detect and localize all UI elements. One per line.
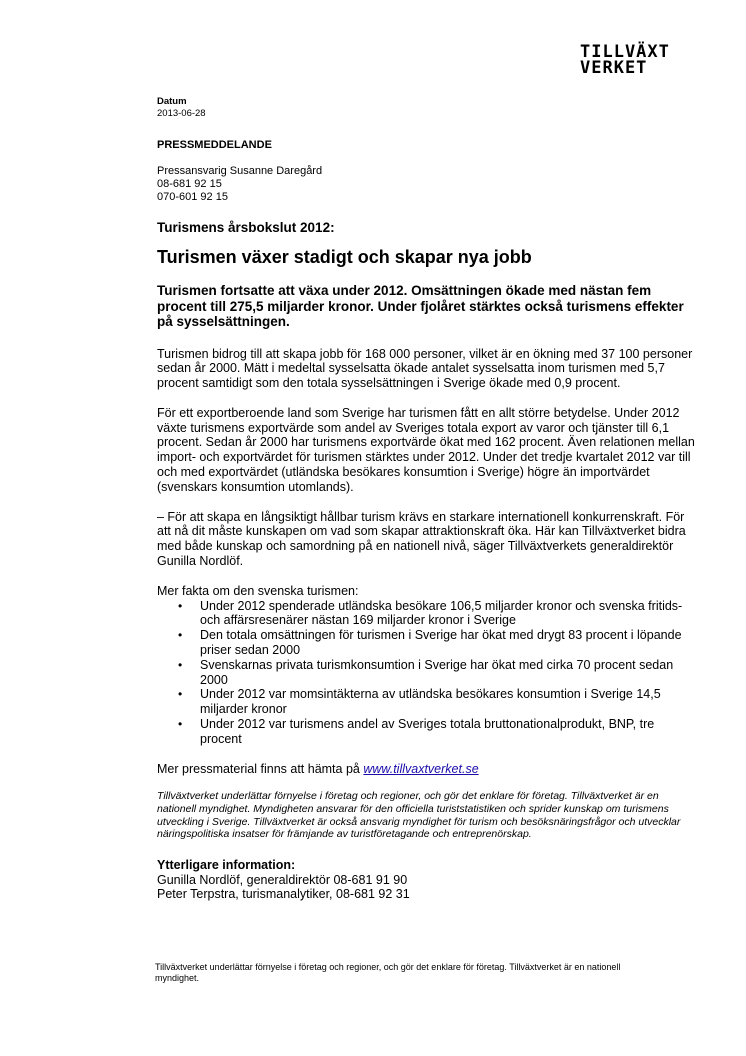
more-info-contact-1: Gunilla Nordlöf, generaldirektör 08-681 91 90 xyxy=(157,872,408,887)
article-kicker: Turismens årsbokslut 2012: xyxy=(157,220,335,235)
paragraph-2: För ett exportberoende land som Sverige har turismen fått en allt större betydelse. Under 2012 växte turismens exportvärde som andel av Sveriges totala export av varor och tjänster till 6,1 procent. Sedan år 2000 har turismens exportvärde ökat med 162 procent. Även relationen mellan import- och exportvärdet för turismen stärktes under 2012. Under det tredje kvartalet 2012 var till och med exportvärdet (utländska besökares konsumtion i Sverige) högre än importvärdet (svenskars konsumtion utomlands). xyxy=(157,405,695,494)
date-value: 2013-06-28 xyxy=(157,108,206,119)
doc-type: PRESSMEDDELANDE xyxy=(157,139,272,151)
logo-line-1: TILLVÄXT xyxy=(580,42,670,62)
article-lead: Turismen fortsatte att växa under 2012. Omsättningen ökade med nästan fem procent till 275,5 miljarder kronor. Under fjolåret stärktes också turismens effekter på sysselsättningen. xyxy=(157,283,684,329)
list-item: • Under 2012 spenderade utländska besökare 106,5 miljarder kronor och svenska fritids- och affärsresenärer nästan 169 miljarder kronor i Sverige xyxy=(200,599,697,629)
date-label: Datum xyxy=(157,96,187,107)
contact-phone-2: 070-601 92 15 xyxy=(157,191,228,203)
logo-line-2: VERKET xyxy=(580,58,648,78)
facts-intro: Mer fakta om den svenska turismen: xyxy=(157,583,359,598)
contact-phone-1: 08-681 92 15 xyxy=(157,178,222,190)
list-item: • Svenskarnas privata turismkonsumtion i Sverige har ökat med cirka 70 procent sedan 2000 xyxy=(200,658,697,688)
tillvaxtverket-logo xyxy=(580,44,692,76)
article-title: Turismen växer stadigt och skapar nya jobb xyxy=(157,247,532,267)
press-release xyxy=(157,96,697,902)
press-material-line xyxy=(157,762,697,777)
about-text: Tillväxtverket underlättar förnyelse i företag och regioner, och gör det enklare för företag. Tillväxtverket är en nationell myndighet. Myndigheten ansvarar för den officiella turiststatistiken och sprider kunskap om turismens utveckling i Sverige. Tillväxtverket är också ansvarig myndighet för turism och besöksnäringsfrågor och utvecklar näringspolitiska insatser för främjande av turistföretagande och entreprenörskap. xyxy=(157,790,681,841)
more-info-contact-2: Peter Terpstra, turismanalytiker, 08-681 92 31 xyxy=(157,887,410,902)
facts-list xyxy=(157,599,697,747)
paragraph-3: – För att skapa en långsiktigt hållbar turism krävs en starkare internationell konkurrenskraft. För att nå dit måste kunskapen om vad som skapar attraktionskraft öka. Här kan Tillväxtverket bidra med både kunskap och samordning på en nationell nivå, säger Tillväxtverkets generaldirektör Gunilla Nordlöf. xyxy=(157,509,686,569)
paragraph-1: Turismen bidrog till att skapa jobb för 168 000 personer, vilket är en ökning med 37 100 personer sedan år 2000. Mätt i medeltal sysselsatta ökade antalet sysselsatta inom turismen med 5,7 procent samtidigt som den totala sysselsättningen i Sverige ökade med 0,9 procent. xyxy=(157,346,693,391)
list-item: • Under 2012 var momsintäkterna av utländska besökares konsumtion i Sverige 14,5 miljarder kronor xyxy=(200,687,697,717)
website-link[interactable]: www.tillvaxtverket.se xyxy=(363,761,479,776)
more-info-heading: Ytterligare information: xyxy=(157,857,296,872)
list-item: • Den totala omsättningen för turismen i Sverige har ökat med drygt 83 procent i löpande priser sedan 2000 xyxy=(200,628,697,658)
contact-name: Pressansvarig Susanne Daregård xyxy=(157,165,323,177)
contact-block xyxy=(157,165,697,204)
page-footer: Tillväxtverket underlättar förnyelse i företag och regioner, och gör det enklare för företag. Tillväxtverket är en nationell myndighet. xyxy=(155,962,621,983)
press-material-text: Mer pressmaterial finns att hämta på xyxy=(157,761,364,776)
list-item: • Under 2012 var turismens andel av Sveriges totala bruttonationalprodukt, BNP, tre procent xyxy=(200,717,697,747)
